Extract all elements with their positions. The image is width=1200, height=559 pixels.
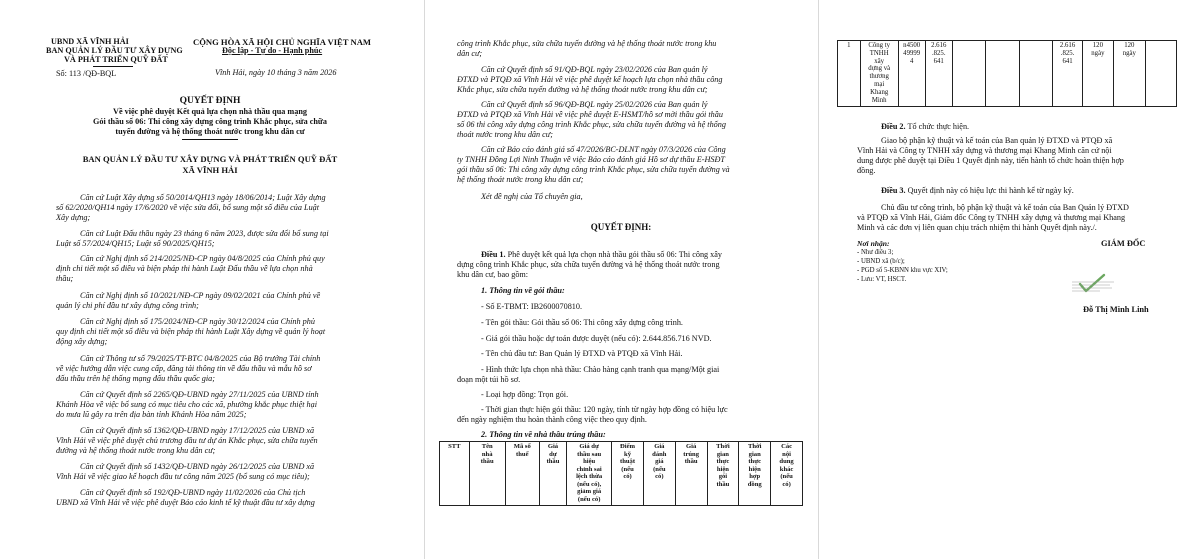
body-line: dựng công trình Khắc phục, sửa chữa tuyến đường và hệ thống thoát nước trong	[457, 260, 720, 269]
body-line: Xét đề nghị của Tổ chuyên gia,	[481, 192, 583, 201]
recipient-item: - PGD số 5-KBNN khu vực XIV;	[857, 267, 948, 274]
bidder-table-header	[439, 441, 803, 506]
section-1-heading: 1. Thông tin về gói thầu:	[481, 286, 565, 295]
recipient-item: - UBND xã (b/c);	[857, 258, 905, 265]
cell-name: Công ty TNHH xây dựng và thương mại Khang Minh	[860, 41, 898, 107]
list-item: - Loại hợp đồng: Trọn gói.	[481, 390, 569, 399]
cell-bid: 2.616 .825. 641	[925, 41, 952, 107]
body-line: Căn cứ Nghị định số 175/2024/NĐ-CP ngày 30/12/2024 của Chính phủ	[80, 317, 315, 326]
list-item: - Số E-TBMT: IB2600070810.	[481, 302, 583, 311]
org-line-3: VÀ PHÁT TRIỂN QUỸ ĐẤT	[64, 55, 168, 64]
article-1-label: Điều 1.	[481, 250, 506, 259]
body-line: và PTQĐ xã Vĩnh Hải, Giám đốc Công ty TNHH xây dựng và thương mại Khang	[857, 213, 1126, 222]
body-line: định chi tiết một số điều và biện pháp thi hành Luật Đấu thầu về lựa chọn nhà	[56, 264, 313, 273]
place-date: Vĩnh Hải, ngày 10 tháng 3 năm 2026	[215, 68, 337, 77]
cell-other	[1145, 41, 1177, 107]
body-line: Khánh Hòa về việc bổ sung có mục tiêu cho các xã, phường khắc phục thiệt hại	[56, 400, 317, 409]
body-line: Vĩnh Hải về việc phê duyệt chủ trương đầu tư dự án Khắc phục, sửa chữa tuyến	[56, 436, 318, 445]
cell-win-price: 2.616 .825. 641	[1053, 41, 1082, 107]
cell-eval-price	[1019, 41, 1053, 107]
body-line: Giao bộ phận kỹ thuật và kế toán của Ban quản lý ĐTXD và PTQĐ xã	[881, 136, 1113, 145]
body-line: Căn cứ Luật Đấu thầu ngày 23 tháng 6 năm 2023, được sửa đổi bổ sung tại	[80, 229, 329, 238]
recipient-item: - Như điều 3;	[857, 249, 894, 256]
body-line: Căn cứ Quyết định số 96/QĐ-BQL ngày 25/02/2026 của Ban quản lý	[481, 100, 708, 109]
article-2-heading	[881, 123, 969, 131]
doc-title: QUYẾT ĐỊNH	[179, 96, 241, 106]
body-line: Căn cứ Luật Xây dựng số 50/2014/QH13 ngày 18/06/2014; Luật Xây dựng	[80, 193, 326, 202]
body-line: Chủ đầu tư công trình, bộ phận kỹ thuật và kế toán của Ban Quản lý ĐTXD	[881, 203, 1129, 212]
subject-line: Về việc phê duyệt Kết quả lựa chọn nhà thầu qua mạng	[113, 107, 307, 116]
article-3-title: Quyết định này có hiệu lực thi hành kể từ ngày ký.	[905, 186, 1074, 195]
body-line: Căn cứ Báo cáo đánh giá số 47/2026/BC-DLNT ngày 07/3/2026 của Công	[481, 145, 726, 154]
article-1-text: Phê duyệt kết quả lựa chọn nhà thầu gói thầu số 06: Thi công xây	[505, 250, 722, 259]
signer-title: GIÁM ĐỐC	[1101, 239, 1146, 248]
cell-score	[986, 41, 1020, 107]
body-line: Vĩnh Hải về việc giao kế hoạch đầu tư công năm 2025 (bổ sung có mục tiêu);	[56, 472, 310, 481]
article-2-title: Tổ chức thực hiện.	[905, 122, 970, 131]
body-line: Căn cứ Thông tư số 79/2025/TT-BTC 04/8/2025 của Bộ trưởng Tài chính	[80, 354, 321, 363]
page-2	[425, 0, 817, 559]
signer-name: Đỗ Thị Minh Linh	[1083, 305, 1149, 314]
body-line: khu dân cư, bao gồm:	[457, 270, 529, 279]
body-line: Căn cứ Nghị định số 10/2021/NĐ-CP ngày 09/02/2021 của Chính phủ về	[80, 291, 321, 300]
list-item: - Tên gói thầu: Gói thầu số 06: Thi công xây dựng công trình.	[481, 318, 683, 327]
org-underline	[93, 66, 133, 67]
list-item: - Giá gói thầu hoặc dự toán được duyệt (nếu có): 2.644.856.716 NVD.	[481, 334, 712, 343]
col-score: Điểm kỹ thuật (nếu có)	[612, 442, 644, 506]
body-line: số 62/2020/QH14 ngày 17/6/2020 về việc sửa đổi, bổ sung một số điều của Luật	[56, 203, 320, 212]
article-3-heading	[881, 187, 1074, 195]
body-line: Minh và các đơn vị liên quan chịu trách nhiệm thi hành Quyết định này./.	[857, 223, 1097, 232]
article-2-label: Điều 2.	[881, 122, 906, 131]
body-line: ĐTXD và PTQĐ xã Vĩnh Hải về việc phê duyệt kế hoạch lựa chọn nhà thầu công	[457, 75, 723, 84]
body-line: dung được phê duyệt tại Điều 1 Quyết định này, tiến hành tổ chức hoàn thiện hợp	[857, 156, 1124, 165]
body-line: do mưa lũ gây ra trên địa bàn tỉnh Khánh Hòa năm 2025;	[56, 410, 247, 419]
body-line: đồng.	[857, 166, 876, 175]
article-3-label: Điều 3.	[881, 186, 906, 195]
subject-line: Gói thầu số 06: Thi công xây dựng công trình Khắc phục, sửa chữa	[93, 117, 327, 126]
authority-line: BAN QUẢN LÝ ĐẦU TƯ XÂY DỰNG VÀ PHÁT TRIỂN QUỸ ĐẤT	[82, 154, 338, 164]
page-3	[819, 0, 1200, 559]
list-item: - Hình thức lựa chọn nhà thầu: Chào hàng cạnh tranh qua mạng/Một giai	[481, 365, 720, 374]
body-line: Căn cứ Quyết định số 192/QĐ-UBND ngày 11/02/2026 của Chủ tịch	[80, 488, 306, 497]
body-line: về việc hướng dẫn việc cung cấp, đăng tải thông tin về đấu thầu và mẫu hồ sơ	[56, 364, 312, 373]
bidder-table-body	[837, 40, 1177, 107]
body-line: Căn cứ Quyết định số 1362/QĐ-UBND ngày 17/12/2025 của UBND xã	[80, 426, 315, 435]
list-item: - Thời gian thực hiện gói thầu: 120 ngày, tính từ ngày hợp đồng có hiệu lực	[481, 405, 728, 414]
body-line: dân cư;	[457, 49, 483, 58]
col-win-price: Giá trúng thầu	[675, 442, 707, 506]
decision-heading: QUYẾT ĐỊNH:	[590, 222, 652, 232]
body-line: số 06 thi công xây dựng công trình Khắc phục, sửa chữa tuyến đường và hệ thống	[457, 120, 726, 129]
org-line-2: BAN QUẢN LÝ ĐẦU TƯ XÂY DỰNG	[46, 46, 183, 55]
body-line: đường và hệ thống thoát nước trong khu dân cư;	[56, 446, 216, 455]
article-1-line	[481, 251, 722, 259]
body-line: thoát nước trong khu dân cư;	[457, 130, 553, 139]
body-line: ty TNHH Đồng Lợi Ninh Thuận về việc Báo cáo đánh giá Hồ sơ dự thầu E-HSĐT	[457, 155, 725, 164]
body-line: Căn cứ Quyết định số 2265/QĐ-UBND ngày 27/11/2025 của UBND tỉnh	[80, 390, 319, 399]
table-row	[838, 41, 1177, 107]
list-item: đoạn một túi hồ sơ.	[457, 375, 521, 384]
body-line: UBND xã Vĩnh Hải về việc phê duyệt Báo cáo kinh tế kỹ thuật đầu tư xây dựng	[56, 498, 315, 507]
body-line: thầu;	[56, 274, 74, 283]
nation-title: CỘNG HÒA XÃ HỘI CHỦ NGHĨA VIỆT NAM	[193, 37, 372, 47]
body-line: gói thầu số 06: Thi công xây dựng công trình Khắc phục, sửa chữa tuyến đường và	[457, 165, 730, 174]
cell-contract-time: 120 ngày	[1114, 41, 1145, 107]
col-name: Tên nhà thầu	[469, 442, 505, 506]
col-contract-time: Thời gian thực hiện hợp đồng	[739, 442, 771, 506]
body-line: công trình Khắc phục, sửa chữa tuyến đường và hệ thống thoát nước trong khu	[457, 39, 717, 48]
table-header-row	[440, 442, 803, 506]
authority-line: XÃ VĨNH HẢI	[182, 165, 238, 175]
list-item: - Tên chủ đầu tư: Ban Quản lý ĐTXD và PTQĐ xã Vĩnh Hải.	[481, 349, 683, 358]
col-eval-price: Giá đánh giá (nếu có)	[643, 442, 675, 506]
digital-signature-mark	[1070, 272, 1116, 296]
cell-adjusted	[952, 41, 986, 107]
cell-package-time: 120 ngày	[1082, 41, 1113, 107]
subject-line: tuyến đường và hệ thống thoát nước trong khu dân cư	[115, 127, 305, 136]
list-item: đến ngày nghiệm thu hoàn thành công việc theo quy định.	[457, 415, 647, 424]
cell-tax: n4500 49999 4	[898, 41, 925, 107]
body-line: Luật số 57/2024/QH15; Luật số 90/2025/QH15;	[56, 239, 215, 248]
recipients-title: Nơi nhận:	[857, 239, 890, 248]
col-package-time: Thời gian thực hiện gói thầu	[707, 442, 739, 506]
col-bid: Giá dự thầu	[539, 442, 566, 506]
body-line: quản lý chi phí đầu tư xây dựng công trình;	[56, 301, 199, 310]
body-line: quy định chi tiết một số điều và biện pháp thi hành Luật Xây dựng về quản lý hoạt	[56, 327, 326, 336]
section-2-heading: 2. Thông tin về nhà thầu trúng thầu:	[481, 430, 606, 439]
body-line: Xây dựng;	[56, 213, 91, 222]
cell-stt: 1	[838, 41, 861, 107]
body-line: Căn cứ Nghị định số 214/2025/NĐ-CP ngày 04/8/2025 của Chính phủ quy	[80, 254, 325, 263]
subject-underline	[182, 139, 238, 140]
body-line: Vĩnh Hải và Công ty TNHH xây dựng và thương mại Khang Minh căn cứ nội	[857, 146, 1112, 155]
body-line: ĐTXD và PTQĐ xã Vĩnh Hải về việc phê duyệt E-HSMT/hồ sơ mời thầu gói thầu	[457, 110, 723, 119]
col-other: Các nội dung khác (nếu có)	[771, 442, 803, 506]
check-icon	[1080, 275, 1104, 291]
page-1	[0, 0, 420, 559]
recipient-item: - Lưu: VT, HSCT.	[857, 276, 907, 283]
body-line: Căn cứ Quyết định số 1432/QĐ-UBND ngày 26/12/2025 của UBND xã	[80, 462, 315, 471]
org-line-1: UBND XÃ VĨNH HẢI	[51, 37, 129, 46]
body-line: Căn cứ Quyết định số 91/QĐ-BQL ngày 23/02/2026 của Ban quản lý	[481, 65, 708, 74]
body-line: đấu thầu trên hệ thống mạng đấu thầu quốc gia;	[56, 374, 215, 383]
body-line: hệ thống thoát nước trong khu dân cư;	[457, 175, 584, 184]
col-adjusted: Giá dự thầu sau hiệu chỉnh sai lệch thừa (nếu có), giảm giá (nếu có)	[567, 442, 612, 506]
body-line: động xây dựng;	[56, 337, 108, 346]
motto: Độc lập - Tự do - Hạnh phúc	[222, 46, 323, 55]
col-tax: Mã số thuế	[505, 442, 539, 506]
doc-number: Số: 113 /QĐ-BQL	[56, 69, 117, 78]
body-line: Khắc phục, sửa chữa tuyến đường và hệ thống thoát nước trong khu dân cư;	[457, 85, 708, 94]
col-stt: STT	[440, 442, 470, 506]
